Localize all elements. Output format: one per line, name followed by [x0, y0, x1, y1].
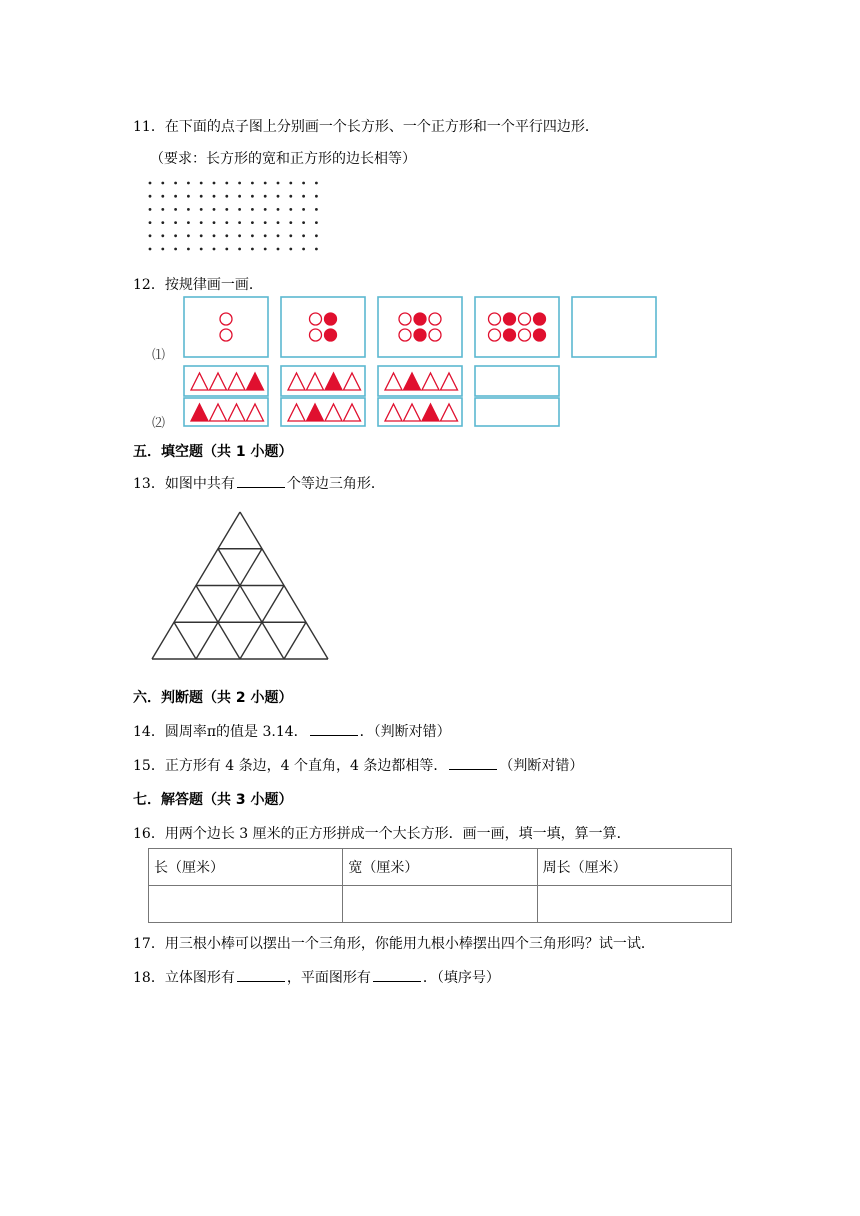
grid-dot — [174, 221, 177, 224]
row1-box-3 — [378, 297, 462, 357]
grid-dot — [289, 221, 292, 224]
hollow-triangle — [191, 373, 208, 390]
hollow-triangle — [307, 373, 324, 390]
grid-dot — [213, 195, 216, 198]
grid-dot — [187, 195, 190, 198]
q18-blank-solid[interactable] — [237, 969, 285, 982]
grid-dot — [289, 248, 292, 251]
table-answer-row — [149, 886, 732, 923]
grid-dot — [289, 208, 292, 211]
q18-mid: ，平面图形有 — [286, 970, 371, 986]
grid-dot — [200, 234, 203, 237]
q15-before: 正方形有 4 条边，4 个直角，4 条边都相等． — [164, 758, 448, 774]
grid-dot — [277, 234, 280, 237]
q16-stem — [133, 823, 631, 843]
grid-dot — [302, 182, 305, 185]
hollow-triangle — [344, 404, 361, 421]
hollow-triangle — [325, 404, 342, 421]
header-width: 宽（厘米） — [343, 849, 537, 886]
grid-dot — [251, 234, 254, 237]
grid-dot — [225, 221, 228, 224]
hollow-circle — [310, 313, 322, 325]
filled-triangle — [247, 373, 264, 390]
grid-dot — [187, 208, 190, 211]
filled-triangle — [404, 373, 421, 390]
grid-dot — [302, 195, 305, 198]
q17-stem — [133, 933, 655, 953]
grid-dot — [302, 221, 305, 224]
q13-number: 13． — [133, 476, 165, 492]
grid-dot — [315, 195, 318, 198]
grid-dot — [225, 234, 228, 237]
grid-dot — [187, 248, 190, 251]
grid-dot — [251, 195, 254, 198]
hollow-triangle — [210, 373, 227, 390]
filled-circle — [504, 329, 516, 341]
header-perimeter: 周长（厘米） — [537, 849, 731, 886]
hollow-circle — [399, 313, 411, 325]
grid-dot — [187, 182, 190, 185]
grid-dot — [213, 221, 216, 224]
grid-dot — [277, 195, 280, 198]
row1-box-1 — [184, 297, 268, 357]
grid-dot — [174, 182, 177, 185]
grid-dot — [302, 234, 305, 237]
filled-triangle — [422, 404, 439, 421]
hollow-triangle — [404, 404, 421, 421]
grid-dot — [315, 248, 318, 251]
q16-number: 16． — [133, 826, 165, 842]
left-slant-line — [218, 549, 284, 659]
grid-dot — [174, 234, 177, 237]
hollow-circle — [429, 313, 441, 325]
grid-dot — [200, 182, 203, 185]
grid-dot — [161, 234, 164, 237]
grid-dot — [200, 221, 203, 224]
q12-number: 12． — [133, 277, 165, 293]
hollow-circle — [489, 329, 501, 341]
grid-dot — [264, 221, 267, 224]
answer-perimeter-cell[interactable] — [537, 886, 731, 923]
q14-after: ．（判断对错） — [359, 724, 451, 740]
hollow-triangle — [344, 373, 361, 390]
grid-dot — [200, 248, 203, 251]
right-slant-line — [284, 622, 306, 659]
q15-stem — [133, 755, 583, 775]
grid-dot — [277, 208, 280, 211]
filled-circle — [325, 329, 337, 341]
q12-row2-label: ⑵ — [152, 416, 166, 431]
hollow-circle — [220, 329, 232, 341]
q11-number: 11． — [133, 119, 165, 135]
grid-dot — [264, 234, 267, 237]
hollow-triangle — [247, 404, 264, 421]
grid-dot — [238, 221, 241, 224]
table-header-row — [149, 849, 732, 886]
hollow-circle — [519, 313, 531, 325]
filled-triangle — [191, 404, 208, 421]
grid-dot — [200, 195, 203, 198]
grid-dot — [302, 248, 305, 251]
q18-after: ．（填序号） — [422, 970, 500, 986]
grid-dot — [264, 195, 267, 198]
grid-dot — [187, 221, 190, 224]
filled-circle — [414, 329, 426, 341]
grid-dot — [149, 195, 152, 198]
row1-box-5 — [572, 297, 656, 357]
grid-dot — [213, 248, 216, 251]
q17-number: 17． — [133, 936, 165, 952]
grid-dot — [277, 182, 280, 185]
q12-row1-label: ⑴ — [152, 348, 166, 363]
hollow-circle — [489, 313, 501, 325]
grid-dot — [264, 248, 267, 251]
grid-dot — [277, 248, 280, 251]
hollow-triangle — [228, 404, 245, 421]
q12-text: 按规律画一画． — [164, 277, 263, 293]
grid-dot — [264, 182, 267, 185]
row1-box-4 — [475, 297, 559, 357]
hollow-triangle — [441, 404, 458, 421]
hollow-triangle — [441, 373, 458, 390]
grid-dot — [161, 182, 164, 185]
q14-stem — [133, 721, 451, 741]
q18-stem — [133, 967, 500, 987]
q11-text: 在下面的点子图上分别画一个长方形、一个正方形和一个平行四边形． — [164, 119, 599, 135]
grid-dot — [161, 221, 164, 224]
grid-dot — [277, 221, 280, 224]
q17-text: 用三根小棒可以摆出一个三角形，你能用九根小棒摆出四个三角形吗？试一试． — [164, 936, 655, 952]
grid-dot — [225, 248, 228, 251]
grid-dot — [238, 182, 241, 185]
filled-circle — [534, 313, 546, 325]
q16-text: 用两个边长 3 厘米的正方形拼成一个大长方形．画一画，填一填，算一算． — [164, 826, 631, 842]
hollow-circle — [310, 329, 322, 341]
hollow-triangle — [385, 373, 402, 390]
grid-dot — [149, 182, 152, 185]
answer-length-cell[interactable] — [149, 886, 343, 923]
grid-dot — [302, 208, 305, 211]
grid-dot — [315, 234, 318, 237]
grid-dot — [213, 234, 216, 237]
grid-dot — [264, 208, 267, 211]
hollow-circle — [220, 313, 232, 325]
grid-dot — [149, 221, 152, 224]
grid-dot — [161, 208, 164, 211]
q13-stem — [133, 473, 385, 493]
q15-answer-blank[interactable] — [449, 757, 497, 770]
grid-dot — [251, 208, 254, 211]
hollow-triangle — [228, 373, 245, 390]
q12-stem — [133, 274, 263, 294]
q13-before: 如图中共有 — [164, 476, 235, 492]
section-7-title: 七．解答题（共 3 小题） — [133, 792, 293, 808]
q14-number: 14． — [133, 724, 165, 740]
grid-dot — [238, 195, 241, 198]
grid-dot — [161, 195, 164, 198]
hollow-triangle — [210, 404, 227, 421]
filled-triangle — [307, 404, 324, 421]
grid-dot — [213, 182, 216, 185]
grid-dot — [174, 208, 177, 211]
header-length: 长（厘米） — [149, 849, 343, 886]
grid-dot — [149, 248, 152, 251]
grid-dot — [174, 195, 177, 198]
hollow-triangle — [385, 404, 402, 421]
grid-dot — [289, 195, 292, 198]
q11-note: （要求：长方形的宽和正方形的边长相等） — [150, 151, 416, 167]
filled-circle — [504, 313, 516, 325]
filled-circle — [534, 329, 546, 341]
triangle-figure — [148, 508, 332, 664]
grid-dot — [225, 182, 228, 185]
q14-before: 圆周率π的值是 3.14． — [164, 724, 308, 740]
hollow-triangle — [288, 373, 305, 390]
grid-dot — [225, 195, 228, 198]
hollow-triangle — [288, 404, 305, 421]
grid-dot — [225, 208, 228, 211]
grid-dot — [315, 221, 318, 224]
q18-before: 立体图形有 — [164, 970, 235, 986]
grid-dot — [161, 248, 164, 251]
grid-dot — [251, 248, 254, 251]
row2-top-box-4 — [475, 366, 559, 396]
section-5-title: 五．填空题（共 1 小题） — [133, 444, 293, 460]
grid-dot — [149, 234, 152, 237]
dot-grid[interactable] — [146, 178, 324, 254]
grid-dot — [315, 182, 318, 185]
pattern-figure[interactable] — [180, 294, 662, 432]
filled-circle — [414, 313, 426, 325]
hollow-circle — [519, 329, 531, 341]
grid-dot — [238, 248, 241, 251]
grid-dot — [315, 208, 318, 211]
grid-dot — [187, 234, 190, 237]
section-6-title: 六．判断题（共 2 小题） — [133, 690, 293, 706]
hollow-circle — [399, 329, 411, 341]
q15-number: 15． — [133, 758, 165, 774]
grid-dot — [251, 221, 254, 224]
q14-answer-blank[interactable] — [310, 723, 358, 736]
grid-dot — [213, 208, 216, 211]
q13-after: 个等边三角形． — [286, 476, 385, 492]
row2-bottom-box-4 — [475, 398, 559, 426]
grid-dot — [289, 234, 292, 237]
grid-dot — [149, 208, 152, 211]
filled-circle — [325, 313, 337, 325]
right-slant-line — [196, 549, 262, 659]
row1-box-2 — [281, 297, 365, 357]
q18-number: 18． — [133, 970, 165, 986]
filled-triangle — [325, 373, 342, 390]
hollow-circle — [429, 329, 441, 341]
grid-dot — [238, 208, 241, 211]
q18-blank-plane[interactable] — [373, 969, 421, 982]
grid-dot — [174, 248, 177, 251]
q13-answer-blank[interactable] — [237, 475, 285, 488]
left-slant-line — [174, 622, 196, 659]
grid-dot — [200, 208, 203, 211]
grid-dot — [289, 182, 292, 185]
q15-after: （判断对错） — [499, 758, 584, 774]
q16-answer-table — [148, 848, 732, 923]
grid-dot — [251, 182, 254, 185]
hollow-triangle — [422, 373, 439, 390]
q11-stem — [133, 116, 599, 136]
grid-dot — [238, 234, 241, 237]
answer-width-cell[interactable] — [343, 886, 537, 923]
